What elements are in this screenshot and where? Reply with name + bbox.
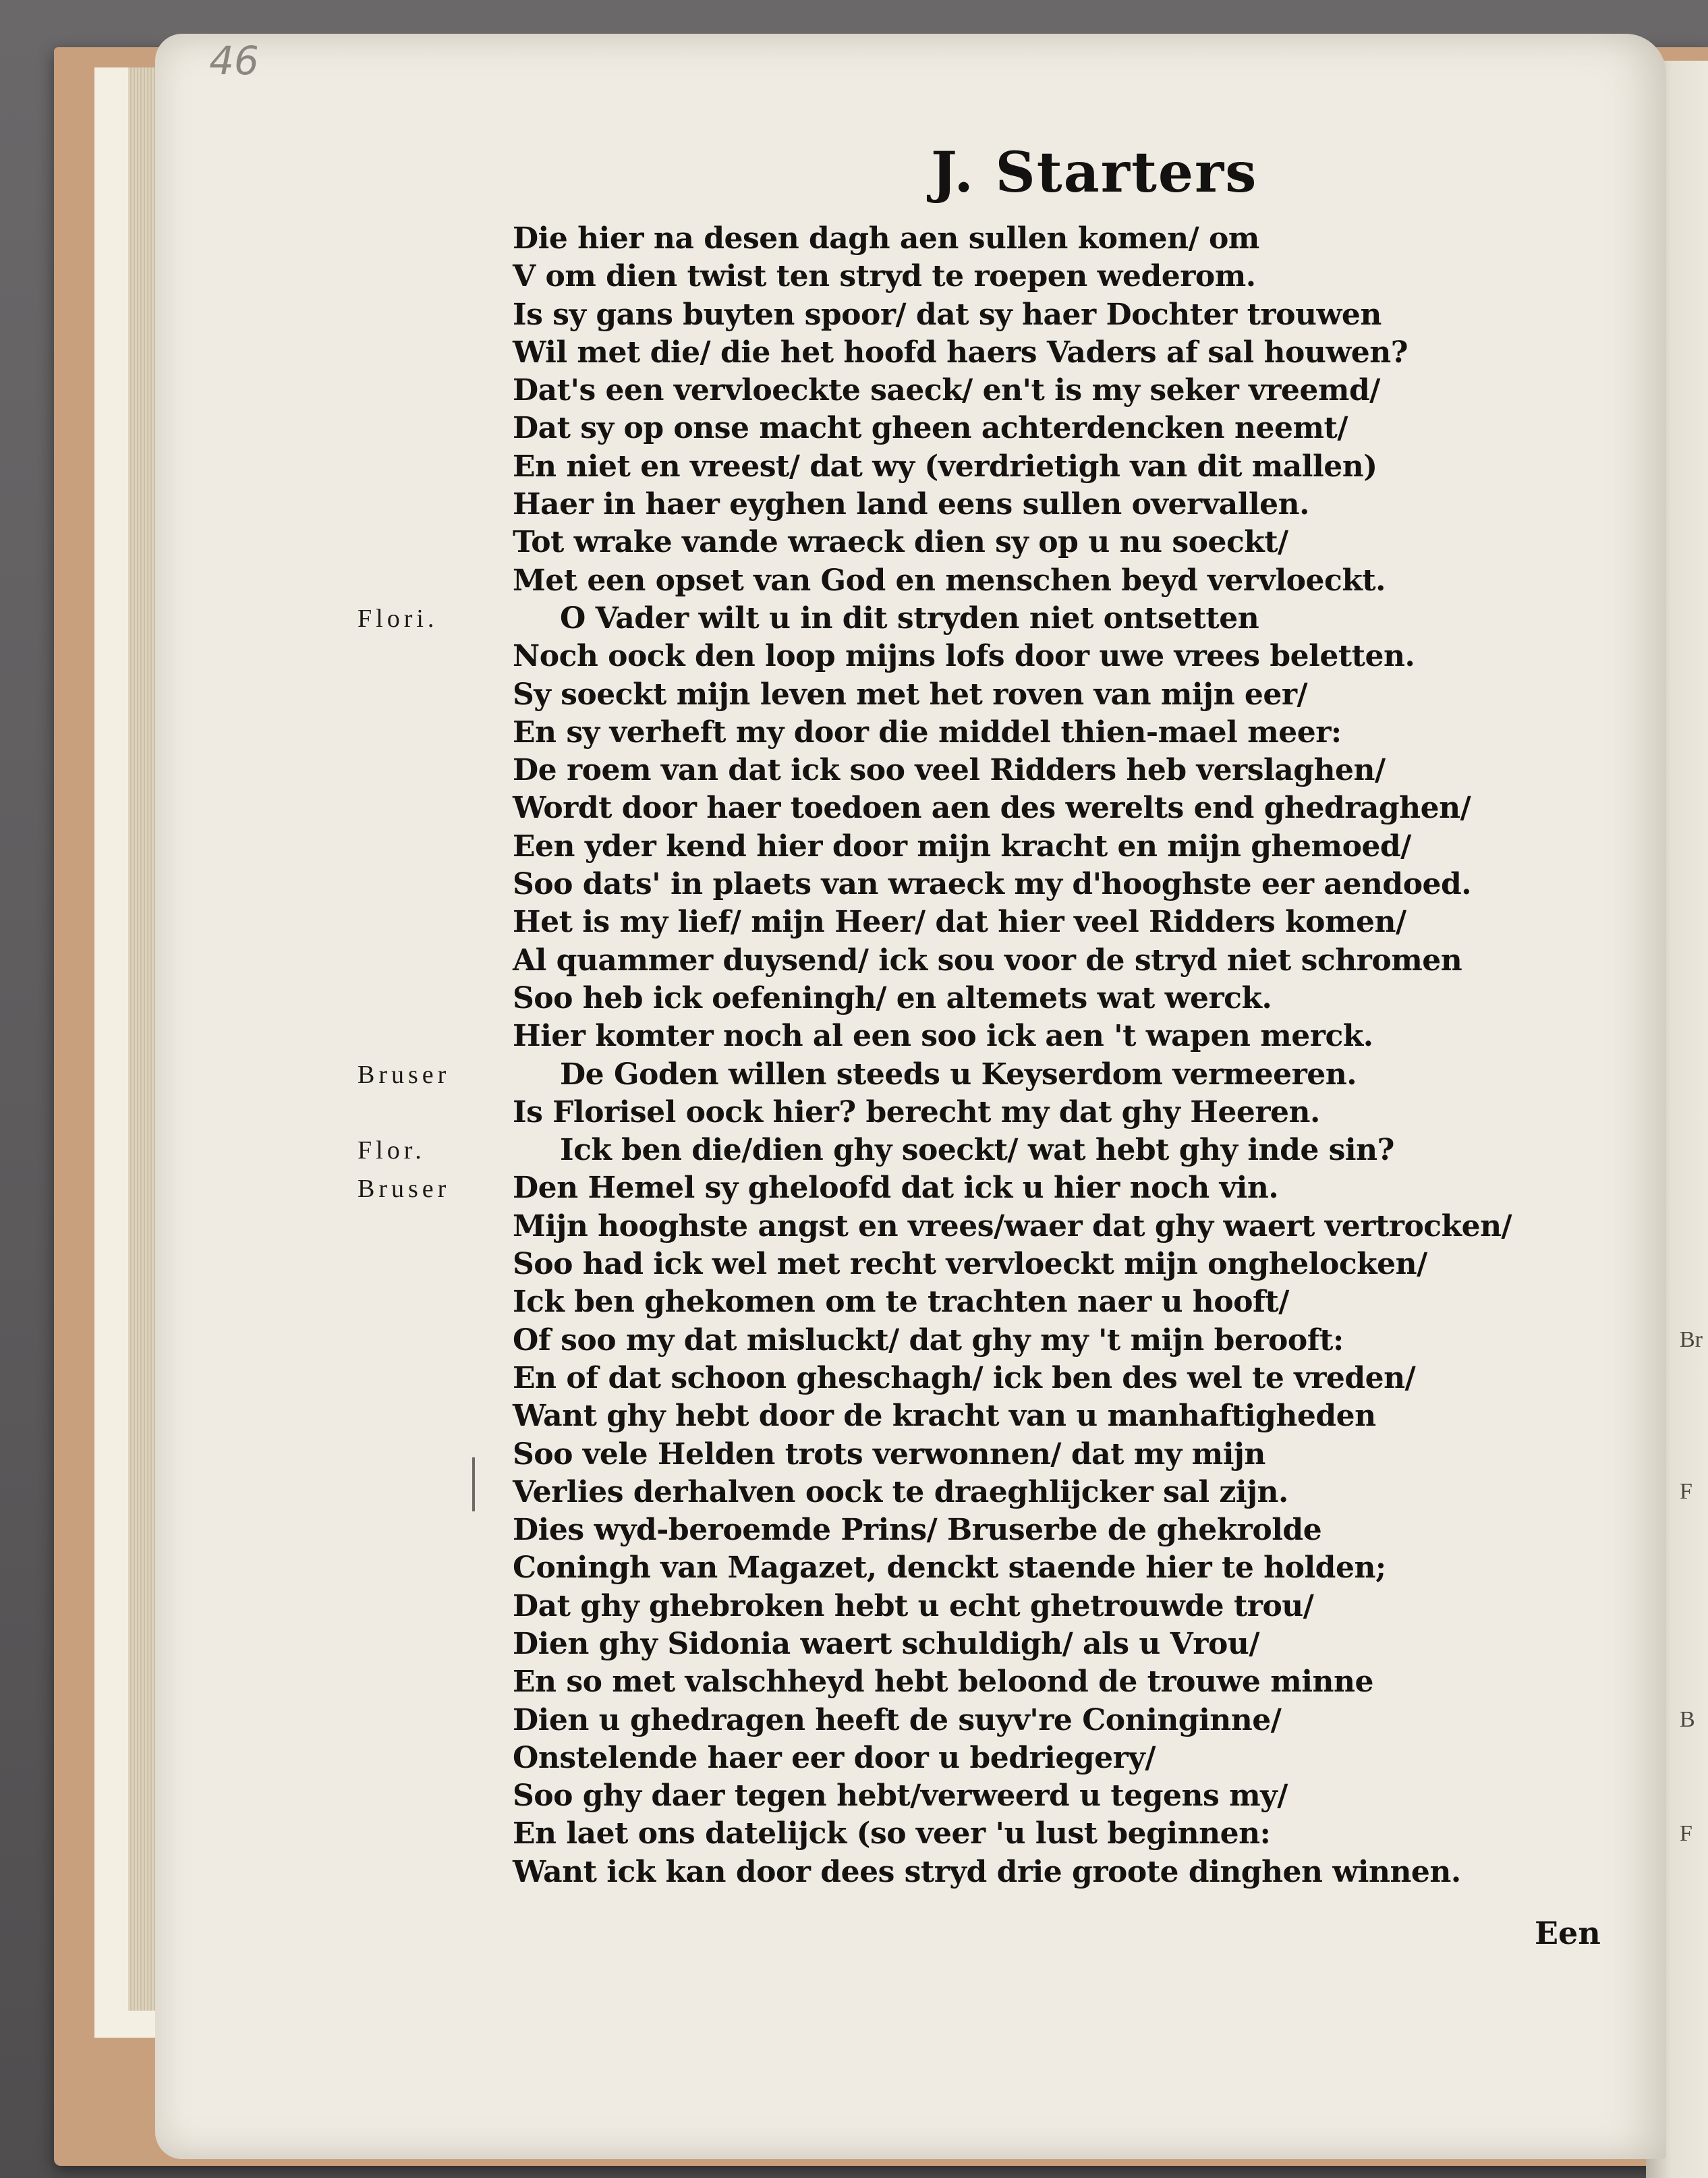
adjacent-page-fragment: B bbox=[1680, 1706, 1695, 1732]
verse-line: De roem van dat ick soo veel Ridders heb verslaghen/ bbox=[513, 753, 1386, 788]
verse-line: Noch oock den loop mijns lofs door uwe vrees beletten. bbox=[513, 639, 1415, 674]
verse-line: Soo had ick wel met recht vervloeckt mijn onghelocken/ bbox=[513, 1247, 1427, 1282]
verse-line: Soo vele Helden trots verwonnen/ dat my mijn bbox=[513, 1436, 1265, 1472]
verse-line: Die hier na desen dagh aen sullen komen/ om bbox=[513, 221, 1259, 256]
adjacent-page-fragment: F bbox=[1680, 1478, 1692, 1504]
speaker-label: Bruser bbox=[358, 1174, 451, 1203]
verse-line: Dat's een vervloeckte saeck/ en't is my seker vreemd/ bbox=[513, 373, 1380, 408]
verse-line: Ick ben die/dien ghy soeckt/ wat hebt ghy inde sin? bbox=[560, 1133, 1394, 1168]
verse-line: Onstelende haer eer door u bedriegery/ bbox=[513, 1740, 1156, 1775]
verse-line: Wil met die/ die het hoofd haers Vaders af sal houwen? bbox=[513, 335, 1408, 370]
verse-line: Hier komter noch al een soo ick aen 't wapen merck. bbox=[513, 1019, 1373, 1054]
verse-line: De Goden willen steeds u Keyserdom vermeeren. bbox=[560, 1057, 1357, 1092]
verse-line: Ick ben ghekomen om te trachten naer u hooft/ bbox=[513, 1285, 1289, 1320]
verse-line: Den Hemel sy gheloofd dat ick u hier noch vin. bbox=[513, 1171, 1279, 1206]
verse-line: Want ghy hebt door de kracht van u manhaftigheden bbox=[513, 1399, 1376, 1434]
verse-line: Met een opset van God en menschen beyd vervloeckt. bbox=[513, 563, 1386, 598]
verse-line: Is sy gans buyten spoor/ dat sy haer Dochter trouwen bbox=[513, 297, 1382, 332]
verse-line: En of dat schoon gheschagh/ ick ben des wel te vreden/ bbox=[513, 1360, 1416, 1395]
verse-line: Dat sy op onse macht gheen achterdencken neemt/ bbox=[513, 411, 1348, 446]
speaker-label: Bruser bbox=[358, 1060, 451, 1089]
verse-line: Al quammer duysend/ ick sou voor de stryd niet schromen bbox=[513, 943, 1462, 978]
speaker-label: Flor. bbox=[358, 1136, 426, 1165]
verse-line: Dat ghy ghebroken hebt u echt ghetrouwde trou/ bbox=[513, 1588, 1314, 1623]
verse-line: Verlies derhalven oock te draeghlijcker sal zijn. bbox=[513, 1474, 1288, 1509]
verse-line: Of soo my dat misluckt/ dat ghy my 't mijn berooft: bbox=[513, 1322, 1344, 1358]
verse-line: En so met valschheyd hebt beloond de trouwe minne bbox=[513, 1665, 1373, 1700]
verse-line: En niet en vreest/ dat wy (verdrietigh van dit mallen) bbox=[513, 449, 1377, 484]
verse-line: Mijn hooghste angst en vrees/waer dat ghy waert vertrocken/ bbox=[513, 1208, 1512, 1244]
verse-line: Coningh van Magazet, denckt staende hier te holden; bbox=[513, 1551, 1386, 1586]
verse-line: Is Florisel oock hier? berecht my dat ghy Heeren. bbox=[513, 1094, 1320, 1129]
verse-line: Want ick kan door dees stryd drie groote dinghen winnen. bbox=[513, 1854, 1461, 1889]
verse-line: O Vader wilt u in dit stryden niet ontsetten bbox=[560, 601, 1259, 636]
verse-line: Dien u ghedragen heeft de suyv're Coninginne/ bbox=[513, 1702, 1282, 1737]
verse-line: Een yder kend hier door mijn kracht en mijn ghemoed/ bbox=[513, 829, 1411, 864]
verse-line: Wordt door haer toedoen aen des werelts end ghedraghen/ bbox=[513, 791, 1471, 826]
verse-line: En laet ons datelijck (so veer 'u lust beginnen: bbox=[513, 1816, 1271, 1851]
verse-line: En sy verheft my door die middel thien-mael meer: bbox=[513, 715, 1342, 750]
verse-line: V om dien twist ten stryd te roepen wederom. bbox=[513, 259, 1256, 294]
adjacent-page-fragment: Br bbox=[1680, 1327, 1703, 1352]
catchword: Een bbox=[1535, 1915, 1601, 1951]
verse-line: Soo dats' in plaets van wraeck my d'hooghste eer aendoed. bbox=[513, 867, 1472, 902]
page-number: 46 bbox=[209, 38, 259, 84]
speaker-label: Flori. bbox=[358, 605, 438, 633]
verse-line: Het is my lief/ mijn Heer/ dat hier veel Ridders komen/ bbox=[513, 905, 1406, 940]
verse-line: Dies wyd-beroemde Prins/ Bruserbe de ghekrolde bbox=[513, 1513, 1322, 1548]
verse-text bbox=[513, 220, 1552, 1891]
verse-line: Dien ghy Sidonia waert schuldigh/ als u Vrou/ bbox=[513, 1626, 1259, 1661]
pencil-mark bbox=[472, 1457, 475, 1511]
running-head: J. Starters bbox=[931, 140, 1258, 205]
verse-line: Tot wrake vande wraeck dien sy op u nu soeckt/ bbox=[513, 525, 1288, 560]
adjacent-page-fragment: F bbox=[1680, 1820, 1692, 1846]
verse-line: Soo heb ick oefeningh/ en altemets wat werck. bbox=[513, 980, 1272, 1015]
verse-line: Sy soeckt mijn leven met het roven van mijn eer/ bbox=[513, 677, 1308, 712]
verse-line: Haer in haer eyghen land eens sullen overvallen. bbox=[513, 487, 1309, 522]
verse-line: Soo ghy daer tegen hebt/verweerd u tegens my/ bbox=[513, 1779, 1288, 1814]
